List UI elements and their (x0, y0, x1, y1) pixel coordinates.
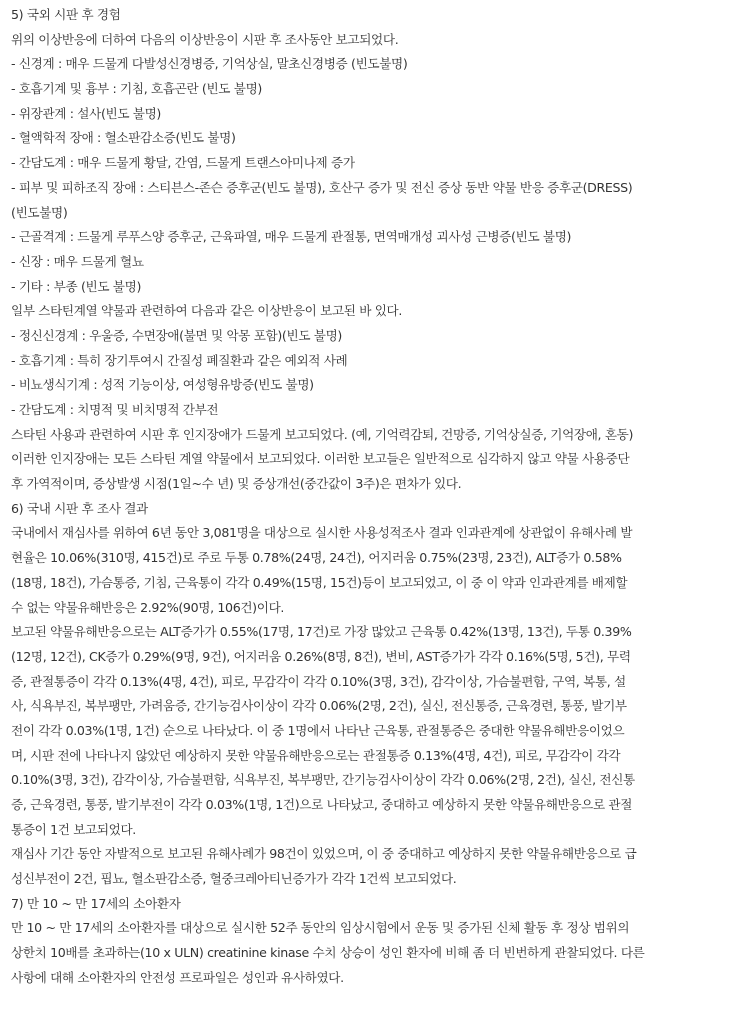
list-item: - 호흡기계 : 특히 장기투여시 간질성 폐질환과 같은 예외적 사례 (11, 352, 348, 368)
list-item: - 간담도계 : 매우 드물게 황달, 간염, 드물게 트랜스아미나제 증가 (11, 155, 355, 171)
list-item: - 비뇨생식기계 : 성적 기능이상, 여성형유방증(빈도 불명) (11, 377, 314, 393)
section-heading-6: 6) 국내 시판 후 조사 결과 (11, 500, 148, 516)
list-item-continuation: (빈도불명) (11, 204, 68, 220)
section-heading-5: 5) 국외 시판 후 경험 (11, 7, 121, 22)
paragraph-line: 현율은 10.06%(310명, 415건)로 주로 두통 0.78%(24명, 24건), 어지러움 0.75%(23명, 23건), ALT증가 0.58% (11, 550, 622, 566)
paragraph-line: 일부 스타틴계열 약물과 관련하여 다음과 같은 이상반응이 보고된 바 있다. (11, 303, 402, 319)
paragraph-line: 증, 근육경련, 통풍, 발기부전이 각각 0.03%(1명, 1건)으로 나타났고, 중대하고 예상하지 못한 약물유해반응으로 관절 (11, 797, 633, 812)
paragraph-line: 이러한 인지장애는 모든 스타틴 계열 약물에서 보고되었다. 이러한 보고들은 일반적으로 심각하지 않고 약물 사용중단 (11, 451, 630, 467)
paragraph-line: 후 가역적이며, 증상발생 시점(1일~수 년) 및 증상개선(중간값이 3주)은 편차가 있다. (11, 476, 462, 492)
paragraph-line: 사항에 대해 소아환자의 안전성 프로파일은 성인과 유사하였다. (11, 969, 344, 985)
paragraph-line: (12명, 12건), CK증가 0.29%(9명, 9건), 어지러움 0.26%(8명, 8건), 변비, AST증가가 각각 0.16%(5명, 5건), 무력 (11, 648, 631, 664)
paragraph-line: (18명, 18건), 가슴통증, 기침, 근육통이 각각 0.49%(15명, 15건)등이 보고되었고, 이 중 이 약과 인과관계를 배제할 (11, 574, 628, 590)
paragraph-line: 상한치 10배를 초과하는(10 x ULN) creatinine kinase 수치 상승이 성인 환자에 비해 좀 더 빈번하게 관찰되었다. 다른 (11, 945, 645, 961)
paragraph-line: 며, 시판 전에 나타나지 않았던 예상하지 못한 약물유해반응으로는 관절통증 0.13%(4명, 4건), 피로, 무감각이 각각 (11, 747, 621, 763)
paragraph-line: 증, 관절통증이 각각 0.13%(4명, 4건), 피로, 무감각이 각각 0.10%(3명, 3건), 감각이상, 가슴불편함, 구역, 복통, 설 (11, 673, 626, 689)
paragraph-line: 전이 각각 0.03%(1명, 1건) 순으로 나타났다. 이 중 1명에서 나타난 근육통, 관절통증은 중대한 약물유해반응이었으 (11, 722, 625, 738)
paragraph-line: 위의 이상반응에 더하여 다음의 이상반응이 시판 후 조사동안 보고되었다. (11, 31, 399, 47)
paragraph-line: 사, 식욕부진, 복부팽만, 가려움증, 간기능검사이상이 각각 0.06%(2명, 2건), 실신, 전신통증, 근육경련, 통풍, 발기부 (11, 698, 627, 714)
paragraph-line: 국내에서 재심사를 위하여 6년 동안 3,081명을 대상으로 실시한 사용성적조사 결과 인과관계에 상관없이 유해사례 발 (11, 525, 633, 541)
paragraph-line: 재심사 기간 동안 자발적으로 보고된 유해사례가 98건이 있었으며, 이 중 중대하고 예상하지 못한 약물유해반응으로 급 (11, 846, 637, 862)
list-item: - 위장관계 : 설사(빈도 불명) (11, 105, 161, 121)
list-item: - 간담도계 : 치명적 및 비치명적 간부전 (11, 402, 219, 417)
paragraph-line: 수 없는 약물유해반응은 2.92%(90명, 106건)이다. (11, 599, 285, 615)
list-item: - 기타 : 부종 (빈도 불명) (11, 278, 142, 294)
list-item: - 근골격계 : 드물게 루푸스양 증후군, 근육파열, 매우 드물게 관절통, 면역매개성 괴사성 근병증(빈도 불명) (11, 229, 572, 245)
list-item: - 신장 : 매우 드물게 혈뇨 (11, 253, 144, 269)
list-item: - 정신신경계 : 우울증, 수면장애(불면 및 악몽 포함)(빈도 불명) (11, 327, 342, 343)
list-item: - 혈액학적 장애 : 혈소판감소증(빈도 불명) (11, 130, 236, 146)
list-item: - 신경계 : 매우 드물게 다발성신경병증, 기억상실, 말초신경병증 (빈도불명) (11, 56, 408, 72)
paragraph-line: 보고된 약물유해반응으로는 ALT증가가 0.55%(17명, 17건)로 가장 많았고 근육통 0.42%(13명, 13건), 두통 0.39% (11, 624, 632, 640)
paragraph-line: 0.10%(3명, 3건), 감각이상, 가슴불편함, 식욕부진, 복부팽만, 간기능검사이상이 각각 0.06%(2명, 2건), 실신, 전신통 (11, 772, 635, 788)
list-item: - 호흡기계 및 흉부 : 기침, 호흡곤란 (빈도 불명) (11, 81, 262, 97)
paragraph-line: 성신부전이 2건, 핍뇨, 혈소판감소증, 혈중크레아티닌증가가 각각 1건씩 보고되었다. (11, 871, 457, 887)
paragraph-line: 통증이 1건 보고되었다. (11, 821, 136, 837)
section-heading-7: 7) 만 10 ~ 만 17세의 소아환자 (11, 895, 181, 911)
paragraph-line: 만 10 ~ 만 17세의 소아환자를 대상으로 실시한 52주 동안의 임상시험에서 운동 및 증가된 신체 활동 후 정상 범위의 (11, 920, 630, 936)
paragraph-line: 스타틴 사용과 관련하여 시판 후 인지장애가 드물게 보고되었다. (예, 기억력감퇴, 건망증, 기억상실증, 기억장애, 혼동) (11, 426, 634, 442)
list-item: - 피부 및 피하조직 장애 : 스티븐스-존슨 증후군(빈도 불명), 호산구 증가 및 전신 증상 동반 약물 반응 증후군(DRESS) (11, 179, 633, 195)
